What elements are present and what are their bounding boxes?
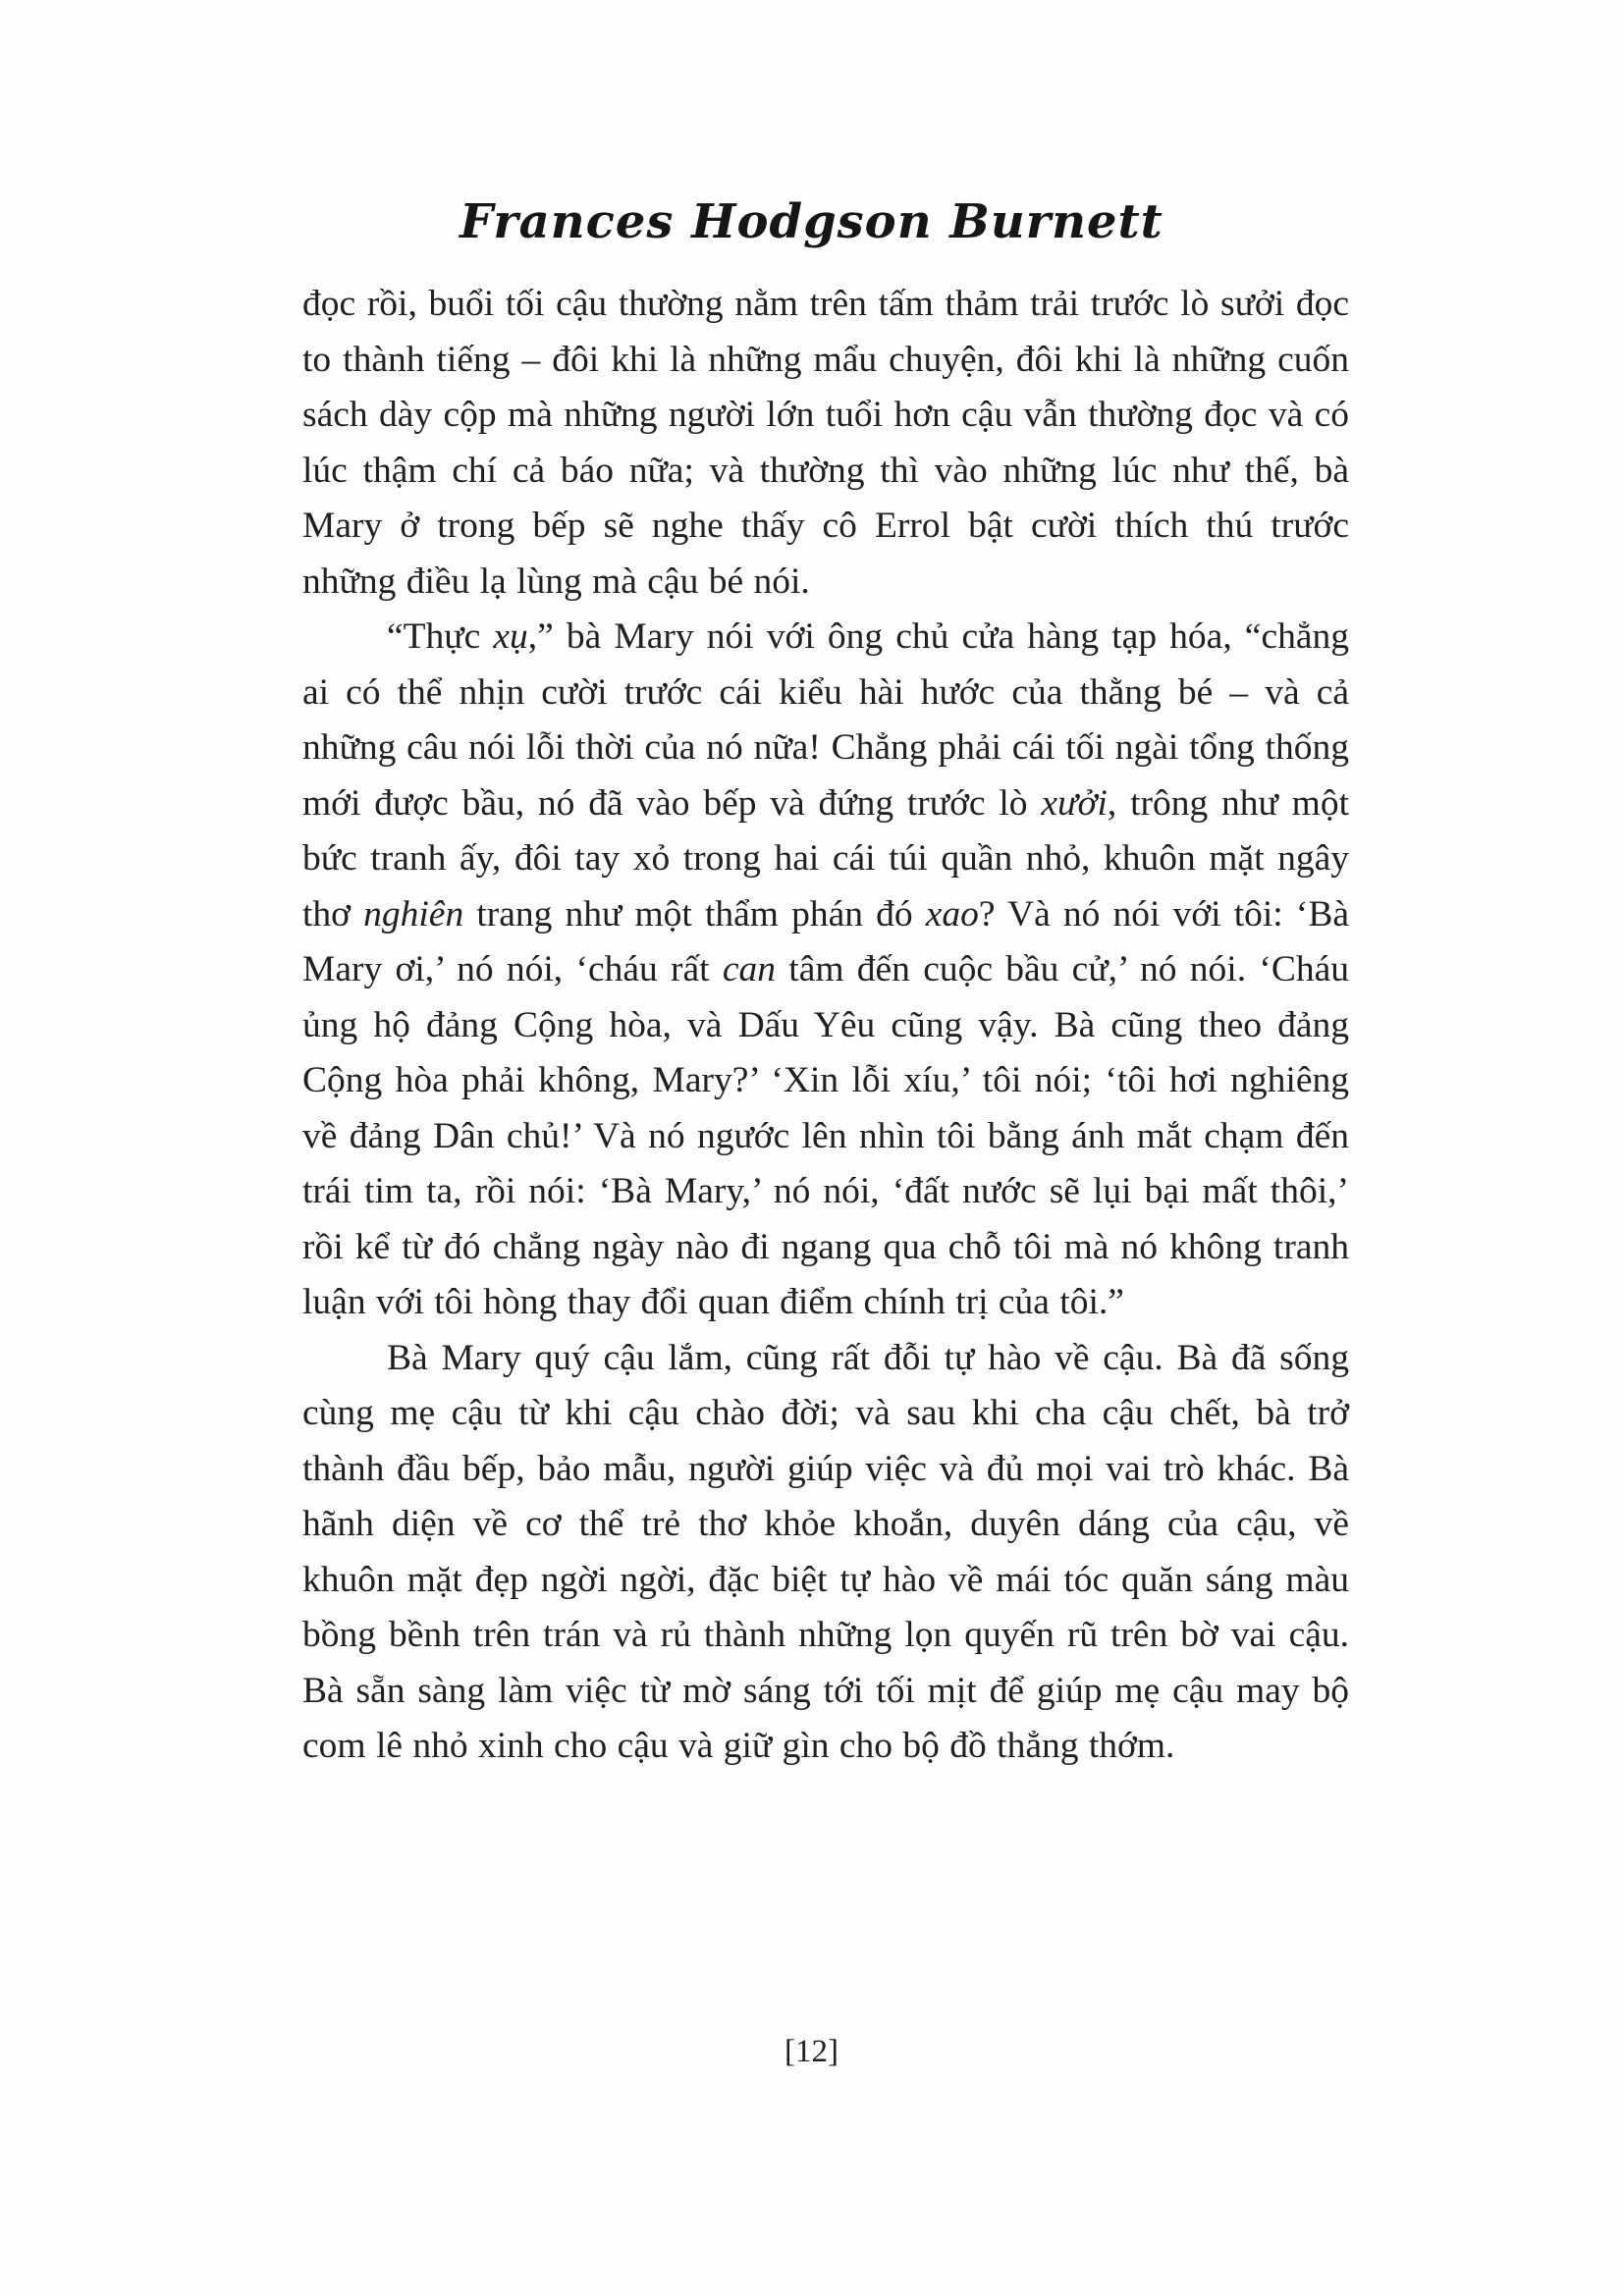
body-text-segment: trang như một thẩm phán đó (463, 893, 926, 934)
body-text-segment: đọc rồi, buổi tối cậu thường nằm trên tấm thảm trải trước lò sưởi đọc to thành tiếng – đôi khi là những mẩu chuyện, đôi khi là những cuốn sách dày cộp mà những người lớn tuổi hơn cậu vẫn thường đọc và có lúc thậm chí cả báo nữa; và thường thì vào những lúc như thế, bà Mary ở trong bếp sẽ nghe thấy cô Errol bật cười thích thú trước những điều lạ lùng mà cậu bé nói. (302, 284, 1349, 602)
paragraph (302, 277, 1349, 610)
emphasized-text: xao (925, 893, 979, 934)
body-text-segment: ,” bà Mary nói với ông chủ cửa hàng tạp hóa, “chẳng ai có thể nhịn cười trước cái kiểu hài hước của thằng bé – và cả những câu nói lỗi thời của nó nữa! Chẳng phải cái tối ngài tổng thống mới được bầu, nó đã vào bếp và đứng trước lò (302, 616, 1349, 824)
body-text-segment: tâm đến cuộc bầu cử,’ nó nói. ‘Cháu ủng hộ đảng Cộng hòa, và Dấu Yêu cũng vậy. Bà cũng theo đảng Cộng hòa phải không, Mary?’ ‘Xin lỗi xíu,’ tôi nói; ‘tôi hơi nghiêng về đảng Dân chủ!’ Và nó ngước lên nhìn tôi bằng ánh mắt chạm đến trái tim ta, rồi nói: ‘Bà Mary,’ nó nói, ‘đất nước sẽ lụi bại mất thôi,’ rồi kể từ đó chẳng ngày nào đi ngang qua chỗ tôi mà nó không tranh luận với tôi hòng thay đổi quan điểm chính trị của tôi.” (302, 949, 1350, 1322)
page-body (302, 277, 1349, 1775)
body-text-segment: Bà Mary quý cậu lắm, cũng rất đỗi tự hào về cậu. Bà đã sống cùng mẹ cậu từ khi cậu chào đời; và sau khi cha cậu chết, bà trở thành đầu bếp, bảo mẫu, người giúp việc và đủ mọi vai trò khác. Bà hãnh diện về cơ thể trẻ thơ khỏe khoắn, duyên dáng của cậu, về khuôn mặt đẹp ngời ngời, đặc biệt tự hào về mái tóc quăn sáng màu bồng bềnh trên trán và rủ thành những lọn quyến rũ trên bờ vai cậu. Bà sẵn sàng làm việc từ mờ sáng tới tối mịt để giúp mẹ cậu may bộ com lê nhỏ xinh cho cậu và giữ gìn cho bộ đồ thẳng thớm. (302, 1337, 1349, 1766)
emphasized-text: xưởi (1041, 782, 1108, 824)
body-text-segment: ? Và nó nói với tôi: ‘Bà Mary ơi,’ nó nói, ‘cháu rất (302, 893, 1349, 989)
emphasized-text: nghiên (363, 893, 464, 934)
page-number: [12] (784, 2034, 839, 2069)
emphasized-text: can (722, 949, 776, 989)
body-text-segment: “Thực (387, 616, 494, 657)
page-header-author: Frances Hodgson Burnett (460, 194, 1163, 249)
paragraph (302, 610, 1349, 1331)
body-text-segment: , trông như một bức tranh ấy, đôi tay xỏ trong hai cái túi quần nhỏ, khuôn mặt ngây thơ (302, 782, 1349, 934)
paragraph (302, 1331, 1349, 1775)
emphasized-text: xụ (493, 616, 528, 657)
